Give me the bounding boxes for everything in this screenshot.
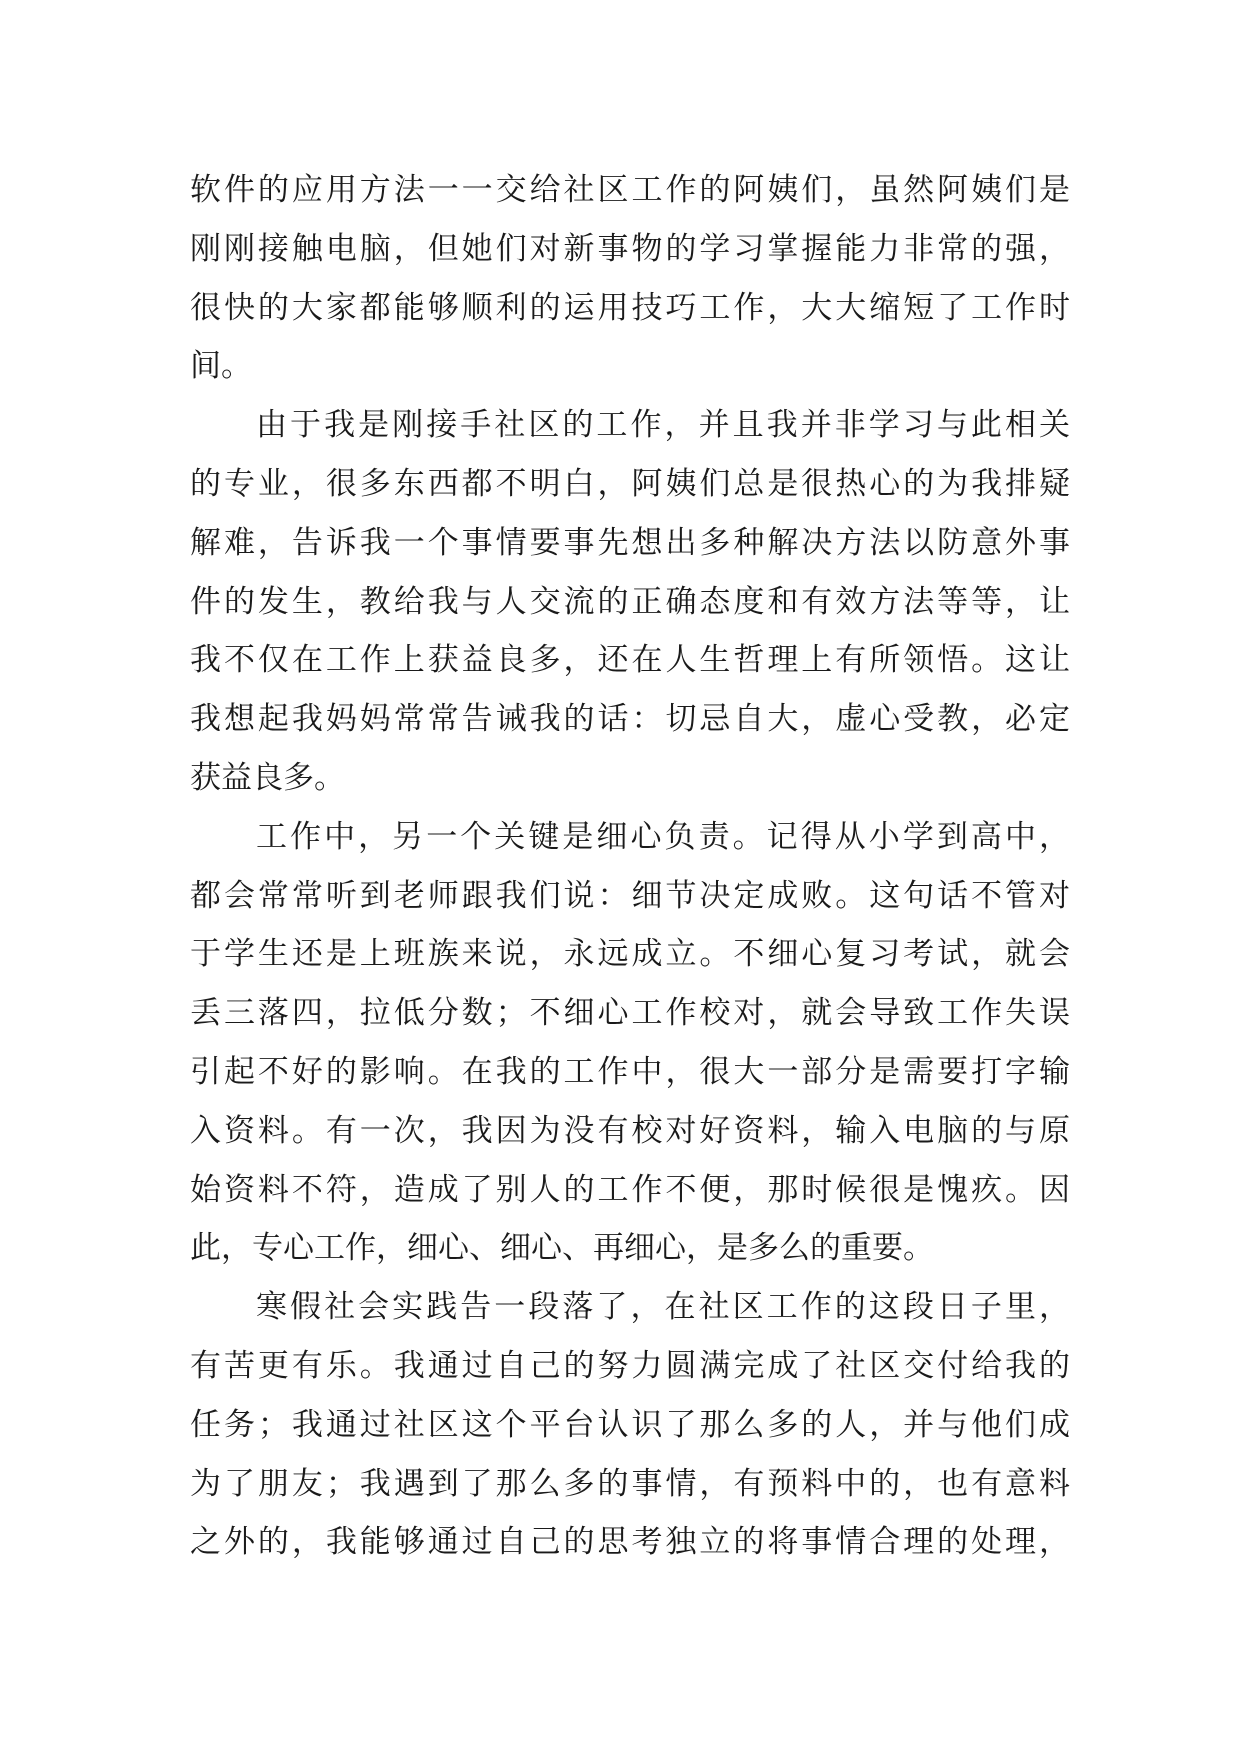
body-text	[190, 161, 1070, 1572]
text-line: 任务；我通过社区这个平台认识了那么多的人，并与他们成	[190, 1406, 1070, 1443]
text-line: 很快的大家都能够顺利的运用技巧工作，大大缩短了工作时	[190, 289, 1070, 326]
paragraph	[190, 1278, 1070, 1572]
text-line: 于学生还是上班族来说，永远成立。不细心复习考试，就会	[190, 936, 1070, 973]
text-line: 都会常常听到老师跟我们说：细节决定成败。这句话不管对	[190, 877, 1070, 914]
text-line: 之外的，我能够通过自己的思考独立的将事情合理的处理，	[190, 1524, 1070, 1561]
text-line: 寒假社会实践告一段落了，在社区工作的这段日子里，	[256, 1289, 1070, 1326]
paragraph	[190, 161, 1070, 396]
text-line: 件的发生，教给我与人交流的正确态度和有效方法等等，让	[190, 583, 1070, 620]
text-line: 刚刚接触电脑，但她们对新事物的学习掌握能力非常的强，	[190, 230, 1070, 267]
text-line: 工作中，另一个关键是细心负责。记得从小学到高中，	[256, 818, 1070, 855]
text-line: 入资料。有一次，我因为没有校对好资料，输入电脑的与原	[190, 1112, 1070, 1149]
text-line: 引起不好的影响。在我的工作中，很大一部分是需要打字输	[190, 1053, 1070, 1090]
text-line: 始资料不符，造成了别人的工作不便，那时候很是愧疚。因	[190, 1171, 1070, 1208]
text-line: 我想起我妈妈常常告诫我的话：切忌自大，虚心受教，必定	[190, 701, 1070, 738]
text-line: 我不仅在工作上获益良多，还在人生哲理上有所领悟。这让	[190, 642, 1070, 679]
text-line: 获益良多。	[190, 759, 345, 796]
text-line: 由于我是刚接手社区的工作，并且我并非学习与此相关	[256, 407, 1070, 444]
text-line: 间。	[190, 348, 252, 385]
paragraph	[190, 396, 1070, 808]
text-line: 丢三落四，拉低分数；不细心工作校对，就会导致工作失误	[190, 995, 1070, 1032]
text-line: 为了朋友；我遇到了那么多的事情，有预料中的，也有意料	[190, 1465, 1070, 1502]
paragraph	[190, 808, 1070, 1278]
text-line: 的专业，很多东西都不明白，阿姨们总是很热心的为我排疑	[190, 465, 1070, 502]
text-line: 此，专心工作，细心、细心、再细心，是多么的重要。	[190, 1230, 934, 1267]
text-line: 软件的应用方法一一交给社区工作的阿姨们，虽然阿姨们是	[190, 172, 1070, 208]
text-line: 解难，告诉我一个事情要事先想出多种解决方法以防意外事	[190, 524, 1070, 561]
text-line: 有苦更有乐。我通过自己的努力圆满完成了社区交付给我的	[190, 1347, 1070, 1384]
